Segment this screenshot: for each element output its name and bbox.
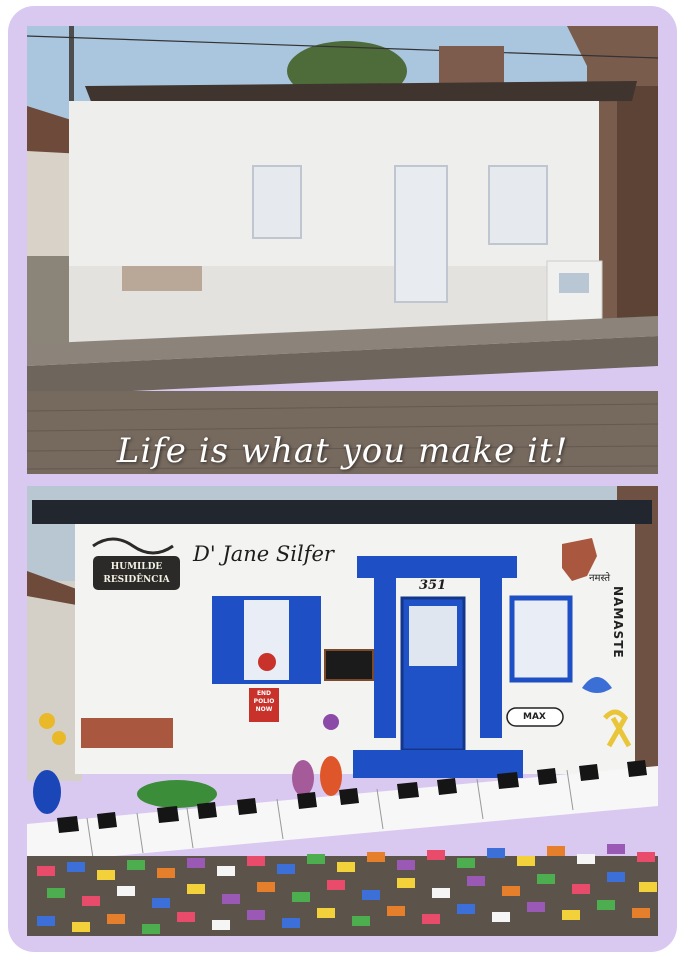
after-scene	[27, 486, 658, 936]
chalkboard	[325, 650, 373, 680]
before-photo	[27, 26, 658, 474]
namaste-devanagari: नमस्ते	[589, 573, 611, 584]
before-scene	[27, 26, 658, 474]
after-roof	[32, 500, 652, 524]
blue-vase	[33, 770, 61, 814]
house-number: 351	[419, 578, 447, 593]
namaste-latin: NAMASTE	[611, 586, 625, 659]
door-steps	[353, 750, 523, 778]
polio-line2: POLIO	[253, 698, 275, 705]
owner-name: D' Jane Silfer	[193, 542, 334, 566]
before-window-left	[253, 166, 301, 238]
right-window	[512, 598, 570, 680]
before-window-right	[489, 166, 547, 244]
polio-line1: END	[256, 690, 272, 697]
door-pediment	[357, 556, 517, 578]
residence-sign-line2: RESIDÊNCIA	[103, 575, 170, 585]
before-door	[395, 166, 447, 302]
residence-sign-line1: HUMILDE	[110, 562, 163, 572]
right-column	[480, 578, 502, 738]
orange-vase	[320, 756, 342, 796]
flower-vase	[258, 653, 276, 671]
left-column	[374, 578, 396, 738]
dog-bone-name: MAX	[523, 712, 546, 722]
polio-line3: NOW	[255, 706, 273, 713]
shutter-right	[291, 596, 321, 684]
caption-text: Life is what you make it!	[116, 431, 569, 471]
shutter-left	[212, 596, 242, 684]
purple-vase	[292, 760, 314, 796]
after-photo	[27, 486, 658, 936]
